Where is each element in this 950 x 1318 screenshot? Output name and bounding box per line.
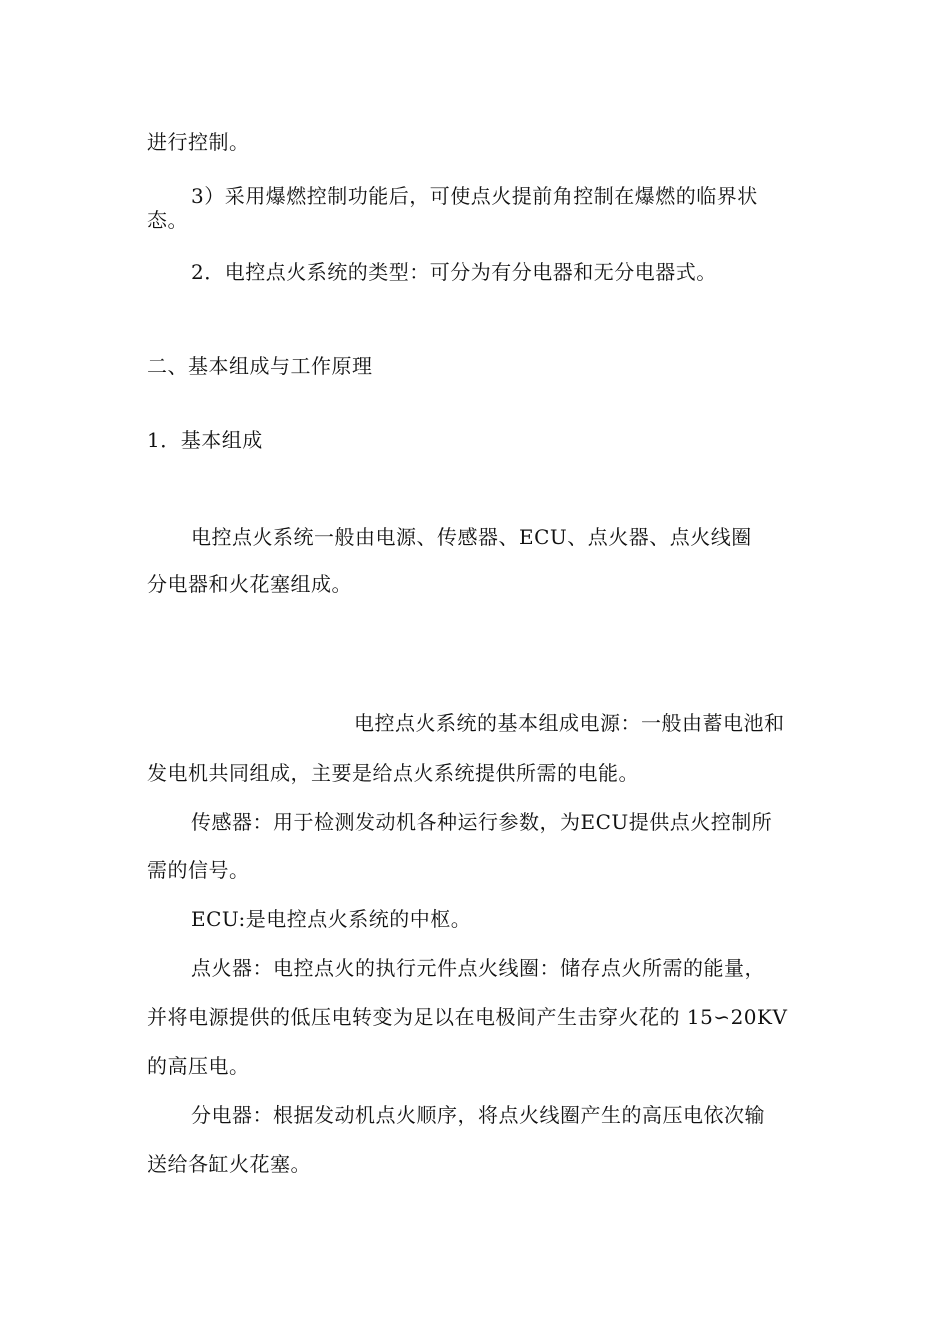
paragraph-basic-composition: 电控点火系统一般由电源、传感器、ECU、点火器、点火线圈 [191,525,752,549]
paragraph-ecu: ECU:是电控点火系统的中枢。 [191,907,472,931]
text-line: 分电器和火花塞组成。 [147,572,352,596]
paragraph-igniter: 点火器：电控点火的执行元件点火线圈：储存点火所需的能量， [191,956,765,980]
text-line: 的高压电。 [147,1054,250,1078]
text-line: 态。 [147,208,188,232]
text-line: 送给各缸火花塞。 [147,1152,311,1176]
section-heading: 二、基本组成与工作原理 [147,354,373,378]
text-line: 发电机共同组成，主要是给点火系统提供所需的电能。 [147,761,639,785]
paragraph-knock-control: 3）采用爆燃控制功能后，可使点火提前角控制在爆燃的临界状 [191,184,758,208]
paragraph-power-source: 电控点火系统的基本组成电源：一般由蓄电池和 [354,711,785,735]
paragraph-sensor: 传感器：用于检测发动机各种运行参数，为ECU提供点火控制所 [191,810,773,834]
subsection-heading: 1．基本组成 [147,428,263,452]
text-line: 并将电源提供的低压电转变为足以在电极间产生击穿火花的 15∽20KV [147,1005,788,1029]
paragraph-system-types: 2．电控点火系统的类型：可分为有分电器和无分电器式。 [191,260,717,284]
text-line: 进行控制。 [147,130,250,154]
text-line: 需的信号。 [147,858,250,882]
paragraph-distributor: 分电器：根据发动机点火顺序，将点火线圈产生的高压电依次输 [191,1103,765,1127]
